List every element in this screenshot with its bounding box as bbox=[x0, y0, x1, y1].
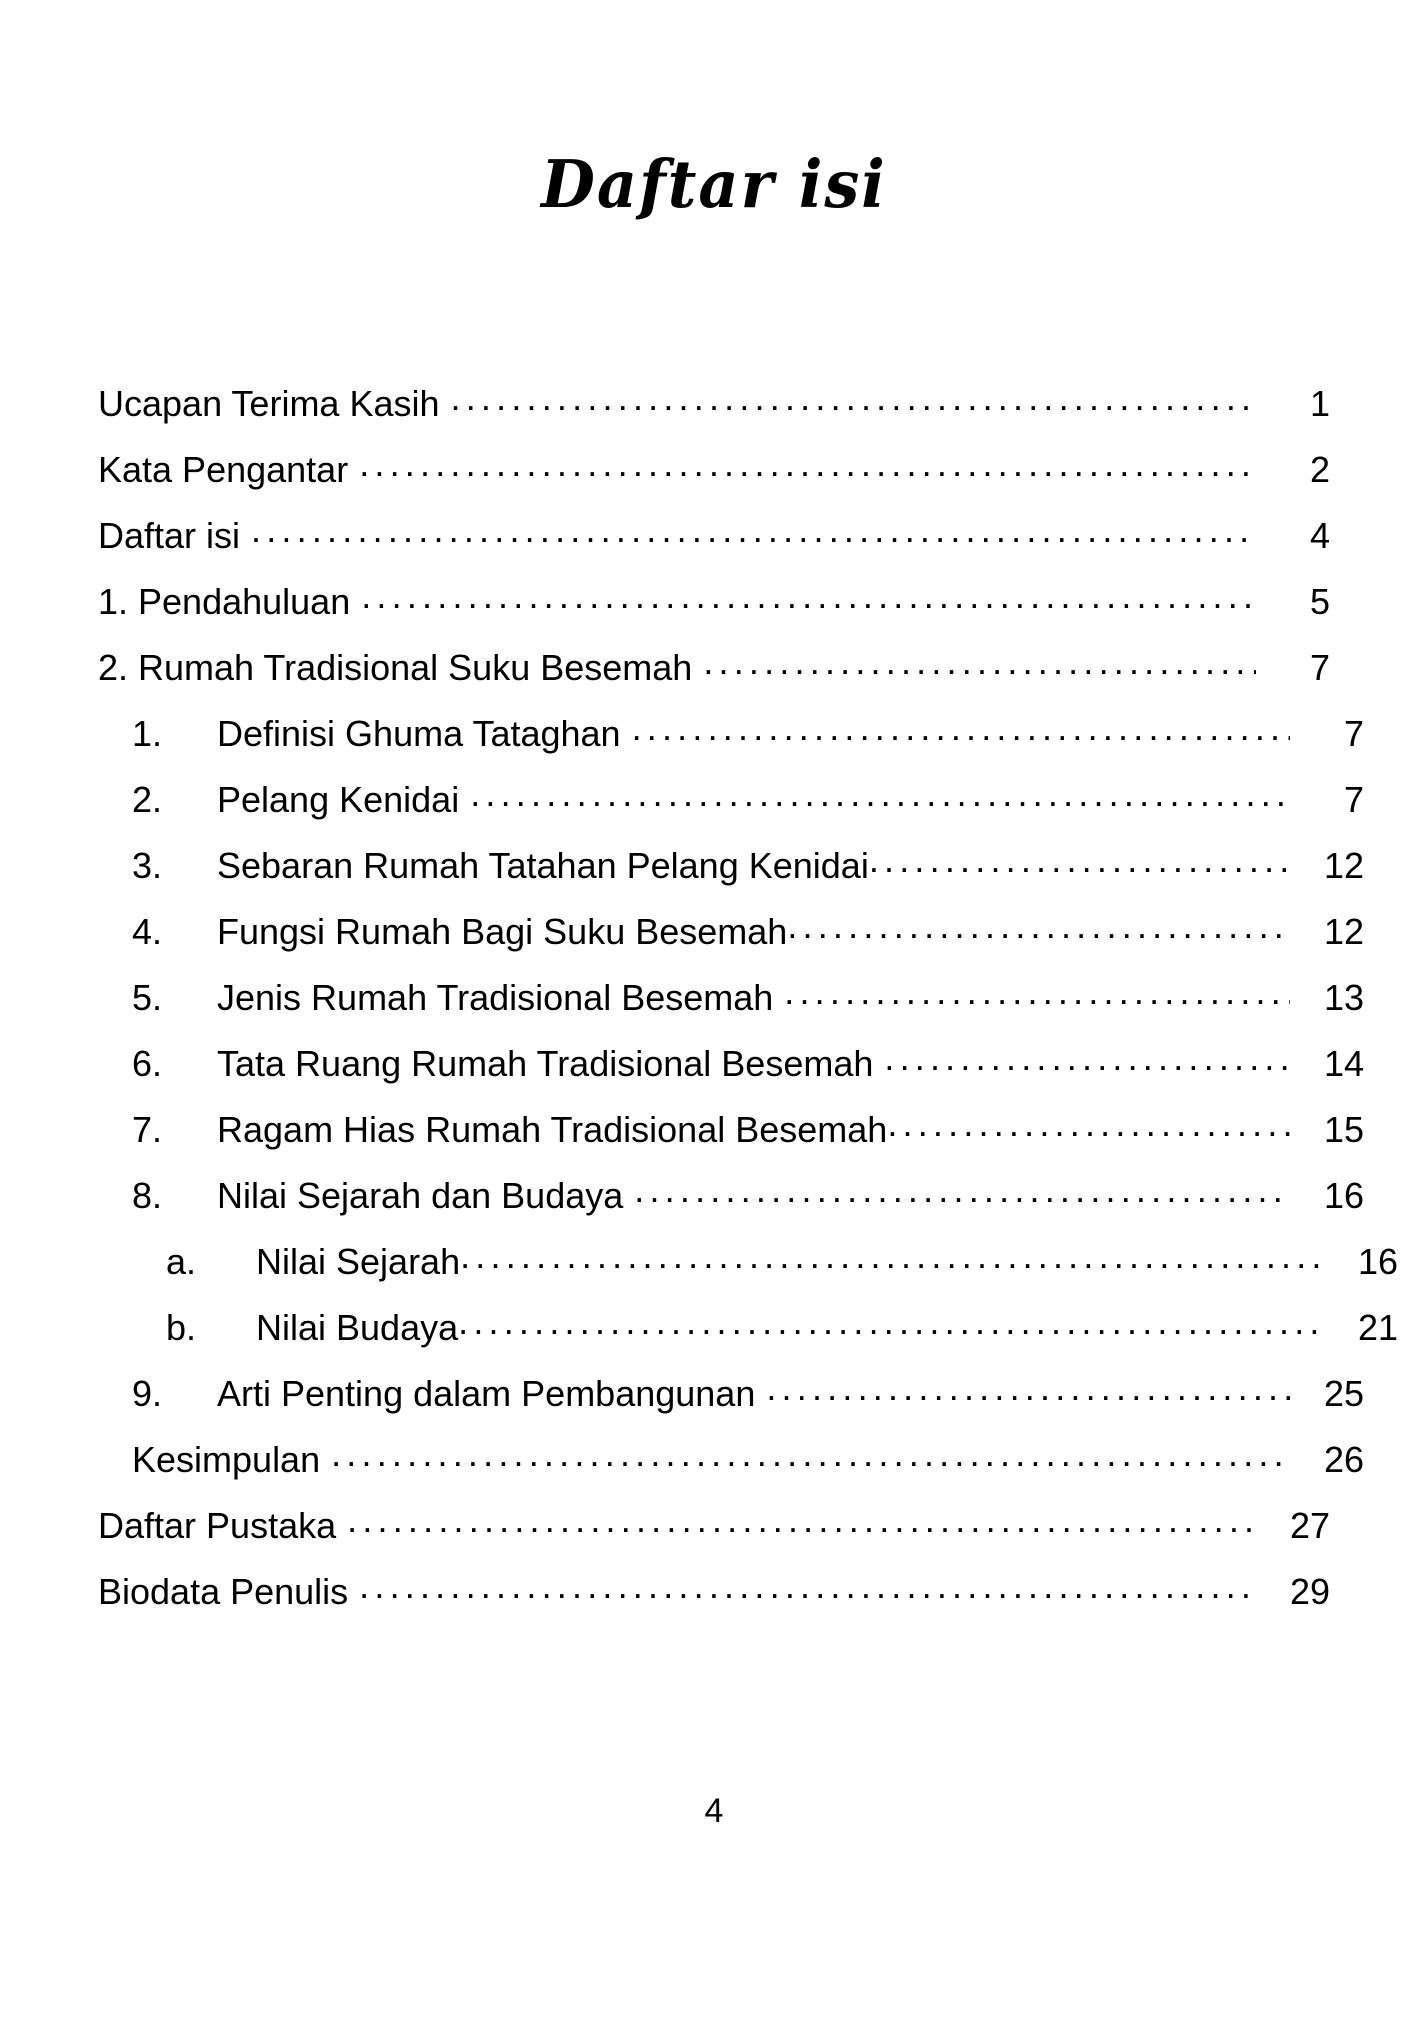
toc-dot-leader bbox=[887, 1106, 1290, 1142]
toc-entry-page-number: 2 bbox=[1309, 449, 1330, 490]
toc-entry-label: Kata Pengantar bbox=[98, 449, 349, 490]
toc-entry[interactable] bbox=[98, 1172, 1364, 1238]
toc-entry-page-number: 26 bbox=[1323, 1439, 1364, 1480]
footer-page-number: 4 bbox=[704, 1792, 724, 1830]
toc-entry-label: Pelang Kenidai bbox=[217, 779, 460, 820]
toc-entry-marker: 3. bbox=[132, 845, 163, 886]
toc-entry-label: Kesimpulan bbox=[132, 1439, 321, 1480]
toc-entry-page-number: 4 bbox=[1309, 515, 1330, 556]
toc-dot-leader bbox=[347, 1502, 1256, 1538]
toc-entry-label: Fungsi Rumah Bagi Suku Besemah bbox=[217, 911, 788, 952]
toc-entry[interactable] bbox=[98, 1040, 1364, 1106]
toc-entry-label: Sebaran Rumah Tatahan Pelang Kenidai bbox=[217, 845, 869, 886]
toc-entry-page-number: 21 bbox=[1357, 1307, 1398, 1348]
toc-dot-leader bbox=[634, 1172, 1290, 1208]
toc-dot-leader bbox=[632, 710, 1290, 746]
toc-entry-page-number: 5 bbox=[1309, 581, 1330, 622]
toc-entry-label: Definisi Ghuma Tataghan bbox=[217, 713, 621, 754]
toc-entry-page-number: 29 bbox=[1289, 1571, 1330, 1612]
toc-entry[interactable] bbox=[98, 1568, 1330, 1634]
toc-entry-marker: a. bbox=[166, 1241, 197, 1282]
toc-entry-page-number: 12 bbox=[1323, 911, 1364, 952]
toc-entry-page-number: 7 bbox=[1343, 713, 1364, 754]
toc-entry[interactable] bbox=[98, 776, 1364, 842]
toc-entry-page-number: 16 bbox=[1357, 1241, 1398, 1282]
toc-entry-label: Daftar isi bbox=[98, 515, 241, 556]
toc-dot-leader bbox=[361, 578, 1256, 614]
toc-entry-label: Arti Penting dalam Pembangunan bbox=[217, 1373, 756, 1414]
toc-entry[interactable] bbox=[98, 1106, 1364, 1172]
page-title: Daftar isi bbox=[541, 146, 887, 223]
toc-entry[interactable] bbox=[98, 710, 1364, 776]
table-of-contents bbox=[98, 380, 1398, 1634]
toc-entry-page-number: 27 bbox=[1289, 1505, 1330, 1546]
toc-entry[interactable] bbox=[98, 974, 1364, 1040]
toc-entry[interactable] bbox=[98, 1436, 1364, 1502]
toc-entry[interactable] bbox=[98, 380, 1330, 446]
toc-entry-marker: 6. bbox=[132, 1043, 163, 1084]
toc-entry-marker: 1. bbox=[132, 713, 163, 754]
toc-entry[interactable] bbox=[98, 578, 1330, 644]
toc-entry[interactable] bbox=[98, 842, 1364, 908]
toc-dot-leader bbox=[884, 1040, 1290, 1076]
toc-dot-leader bbox=[766, 1370, 1290, 1406]
toc-entry-marker: 9. bbox=[132, 1373, 163, 1414]
toc-entry-label: 2. Rumah Tradisional Suku Besemah bbox=[98, 647, 693, 688]
toc-entry-label: Nilai Budaya bbox=[256, 1307, 459, 1348]
toc-entry-label: Daftar Pustaka bbox=[98, 1505, 337, 1546]
toc-entry-marker: 5. bbox=[132, 977, 163, 1018]
toc-dot-leader bbox=[251, 512, 1256, 548]
toc-entry[interactable] bbox=[98, 908, 1364, 974]
toc-entry[interactable] bbox=[98, 1304, 1398, 1370]
toc-entry-label: Nilai Sejarah dan Budaya bbox=[217, 1175, 624, 1216]
toc-entry-label: Biodata Penulis bbox=[98, 1571, 349, 1612]
toc-entry-label: 1. Pendahuluan bbox=[98, 581, 351, 622]
toc-entry-label: Ucapan Terima Kasih bbox=[98, 383, 440, 424]
toc-dot-leader bbox=[359, 446, 1256, 482]
toc-entry[interactable] bbox=[98, 512, 1330, 578]
toc-dot-leader bbox=[451, 380, 1256, 416]
toc-dot-leader bbox=[460, 1238, 1324, 1274]
toc-entry[interactable] bbox=[98, 644, 1330, 710]
toc-dot-leader bbox=[458, 1304, 1324, 1340]
toc-entry-page-number: 14 bbox=[1323, 1043, 1364, 1084]
toc-dot-leader bbox=[331, 1436, 1290, 1472]
toc-dot-leader bbox=[703, 644, 1256, 680]
toc-entry-page-number: 7 bbox=[1309, 647, 1330, 688]
toc-entry-page-number: 1 bbox=[1309, 383, 1330, 424]
toc-entry-page-number: 15 bbox=[1323, 1109, 1364, 1150]
toc-entry-marker: 7. bbox=[132, 1109, 163, 1150]
toc-entry[interactable] bbox=[98, 1238, 1398, 1304]
toc-entry[interactable] bbox=[98, 1502, 1330, 1568]
toc-entry-page-number: 16 bbox=[1323, 1175, 1364, 1216]
toc-entry-page-number: 12 bbox=[1323, 845, 1364, 886]
toc-dot-leader bbox=[869, 842, 1290, 878]
toc-entry[interactable] bbox=[98, 446, 1330, 512]
toc-dot-leader bbox=[470, 776, 1290, 812]
toc-entry-marker: 4. bbox=[132, 911, 163, 952]
toc-dot-leader bbox=[787, 908, 1290, 944]
toc-entry[interactable] bbox=[98, 1370, 1364, 1436]
toc-entry-label: Ragam Hias Rumah Tradisional Besemah bbox=[217, 1109, 888, 1150]
toc-entry-page-number: 25 bbox=[1323, 1373, 1364, 1414]
toc-entry-marker: 2. bbox=[132, 779, 163, 820]
toc-dot-leader bbox=[359, 1568, 1256, 1604]
toc-entry-marker: b. bbox=[166, 1307, 197, 1348]
toc-entry-label: Nilai Sejarah bbox=[256, 1241, 461, 1282]
toc-entry-marker: 8. bbox=[132, 1175, 163, 1216]
toc-entry-label: Tata Ruang Rumah Tradisional Besemah bbox=[217, 1043, 874, 1084]
toc-dot-leader bbox=[784, 974, 1290, 1010]
toc-entry-label: Jenis Rumah Tradisional Besemah bbox=[217, 977, 774, 1018]
toc-entry-page-number: 7 bbox=[1343, 779, 1364, 820]
toc-entry-page-number: 13 bbox=[1323, 977, 1364, 1018]
